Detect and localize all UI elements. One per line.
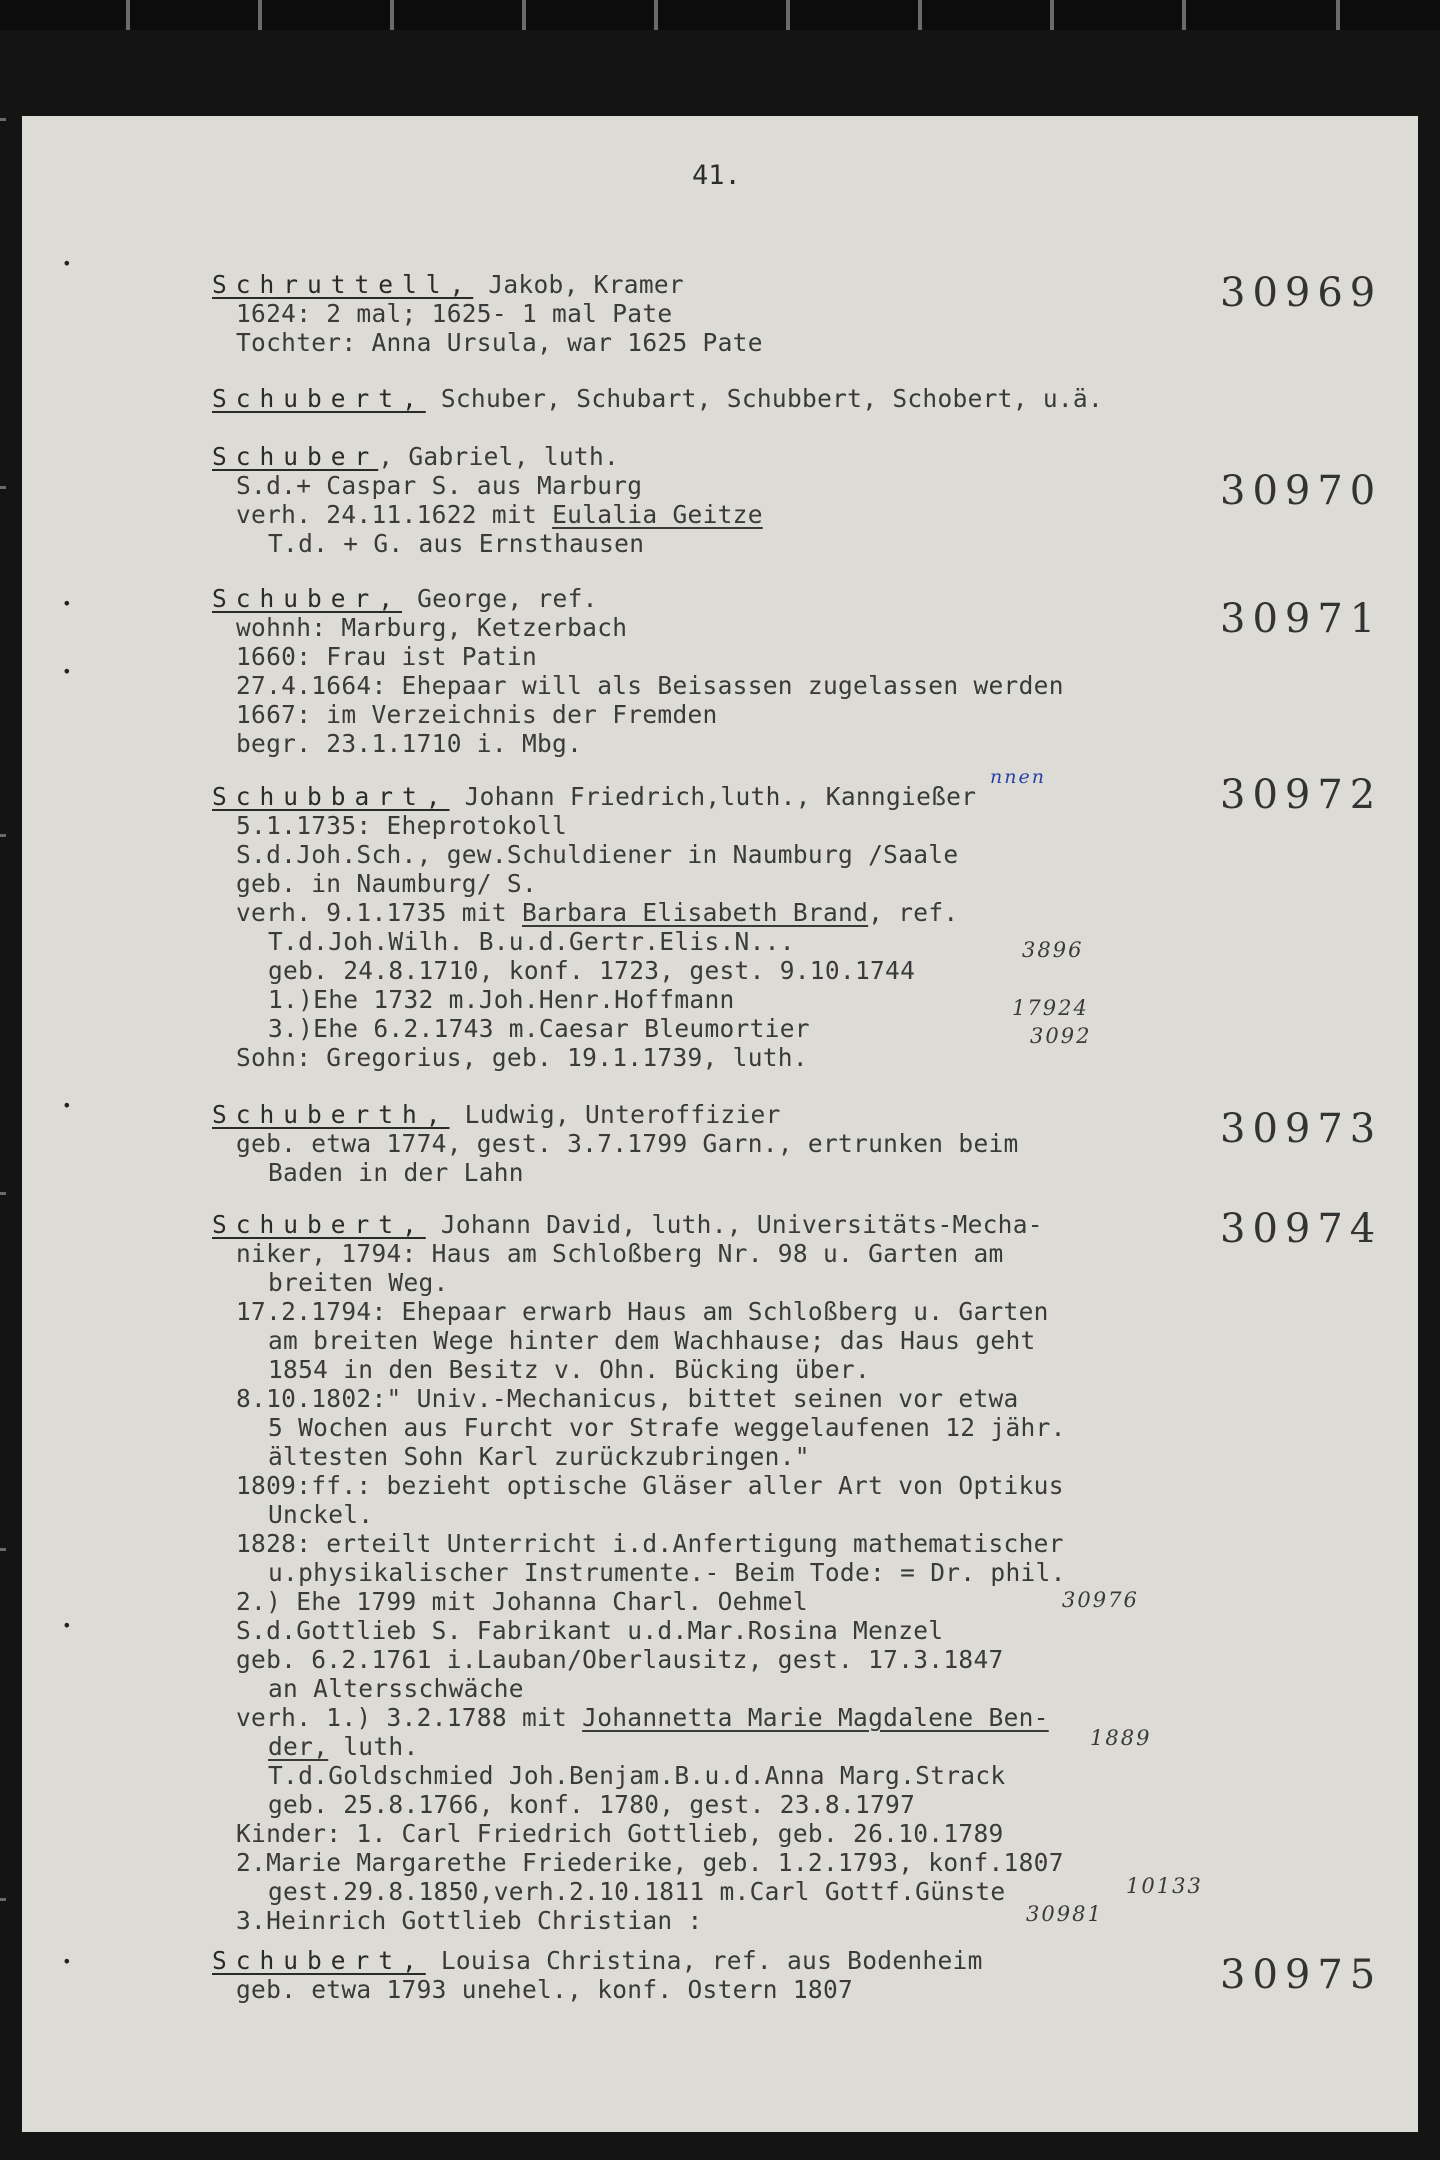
entry-line: geb. 25.8.1766, konf. 1780, gest. 23.8.1797	[268, 1790, 916, 1819]
entry-30974	[212, 1210, 1252, 1935]
entry-line: 3.Heinrich Gottlieb Christian :	[236, 1906, 703, 1935]
margin-dot: •	[62, 662, 72, 681]
page-number: 41.	[692, 160, 741, 191]
entry-surname: Schuberth,	[212, 1100, 450, 1129]
handwritten-reference: 30981	[1026, 1902, 1103, 1926]
entry-line: u.physikalischer Instrumente.- Beim Tode: = Dr. phil.	[268, 1558, 1066, 1587]
entry-line: an Altersschwäche	[268, 1674, 524, 1703]
film-edge-mark	[0, 118, 6, 121]
handwritten-reference: 3092	[1030, 1024, 1092, 1048]
entry-line: Baden in der Lahn	[268, 1158, 524, 1187]
entry-line: 2.Marie Margarethe Friederike, geb. 1.2.1793, konf.1807	[236, 1848, 1064, 1877]
entry-30971	[212, 584, 1252, 758]
entry-number: 30970	[1220, 468, 1383, 514]
entry-line: geb. 6.2.1761 i.Lauban/Oberlausitz, gest. 17.3.1847	[236, 1645, 1004, 1674]
entry-line: Sohn: Gregorius, geb. 19.1.1739, luth.	[236, 1043, 808, 1072]
entry-number: 30972	[1220, 772, 1383, 818]
film-edge-mark	[0, 1898, 6, 1901]
entry-line: Kinder: 1. Carl Friedrich Gottlieb, geb. 26.10.1789	[236, 1819, 1004, 1848]
entry-number: 30974	[1220, 1206, 1383, 1252]
entry-30972	[212, 782, 1252, 1072]
entry-surname: Schubert,	[212, 384, 426, 413]
entry-given-names: Louisa Christina, ref. aus Bodenheim	[425, 1946, 983, 1975]
index-card-page	[22, 116, 1418, 2132]
entry-line: T.d. + G. aus Ernsthausen	[268, 529, 645, 558]
film-edge-mark	[0, 486, 6, 489]
entry-line: 1667: im Verzeichnis der Fremden	[236, 700, 718, 729]
margin-dot: •	[62, 1616, 72, 1635]
film-edge-mark	[0, 1192, 6, 1195]
entry-line: 27.4.1664: Ehepaar will als Beisassen zugelassen werden	[236, 671, 1064, 700]
handwritten-reference: 17924	[1012, 996, 1089, 1020]
entry-line: ältesten Sohn Karl zurückzubringen."	[268, 1442, 810, 1471]
entry-line: niker, 1794: Haus am Schloßberg Nr. 98 u. Garten am	[236, 1239, 1004, 1268]
entry-line: 17.2.1794: Ehepaar erwarb Haus am Schloßberg u. Garten	[236, 1297, 1049, 1326]
entry-line: geb. in Naumburg/ S.	[236, 869, 538, 898]
entry-line: Unckel.	[268, 1500, 374, 1529]
entry-number: 30973	[1220, 1106, 1383, 1152]
entry-surname: Schuber,	[212, 584, 403, 613]
entry-line: 8.10.1802:" Univ.-Mechanicus, bittet seinen vor etwa	[236, 1384, 1019, 1413]
entry-surname: Schruttell,	[212, 270, 474, 299]
handwritten-reference: 3896	[1022, 938, 1084, 962]
handwritten-reference: 1889	[1090, 1726, 1152, 1750]
entry-line: 1660: Frau ist Patin	[236, 642, 538, 671]
handwritten-correction: nnen	[990, 766, 1046, 788]
entry-30973	[212, 1100, 1252, 1187]
entry-given-names: Jakob, Kramer	[473, 270, 684, 299]
entry-line: wohnh: Marburg, Ketzerbach	[236, 613, 628, 642]
entry-line: T.d.Goldschmied Joh.Benjam.B.u.d.Anna Marg.Strack	[268, 1761, 1006, 1790]
entry-30970	[212, 442, 1252, 558]
handwritten-reference: 10133	[1126, 1874, 1203, 1898]
entry-line: 1.)Ehe 1732 m.Joh.Henr.Hoffmann	[268, 985, 735, 1014]
entry-line: begr. 23.1.1710 i. Mbg.	[236, 729, 583, 758]
entry-line: geb. etwa 1793 unehel., konf. Ostern 1807	[236, 1975, 854, 2004]
entry-line: breiten Weg.	[268, 1268, 449, 1297]
entry-line: verh. 1.) 3.2.1788 mit	[236, 1703, 583, 1732]
entry-surname: Schuber	[212, 442, 379, 471]
entry-line: 1624: 2 mal; 1625- 1 mal Pate	[236, 299, 673, 328]
entry-line: S.d.+ Caspar S. aus Marburg	[236, 471, 643, 500]
entry-given-names: Ludwig, Unteroffizier	[449, 1100, 781, 1129]
entry-line: 3.)Ehe 6.2.1743 m.Caesar Bleumortier	[268, 1014, 810, 1043]
entry-given-names: George, ref.	[402, 584, 598, 613]
entry-line: verh. 9.1.1735 mit	[236, 898, 522, 927]
entry-line: am breiten Wege hinter dem Wachhause; das Haus geht	[268, 1326, 1036, 1355]
margin-dot: •	[62, 1096, 72, 1115]
entry-variants: Schuber, Schubart, Schubbert, Schobert, u.ä.	[425, 384, 1104, 413]
film-edge-mark	[0, 834, 6, 837]
entry-line: Tochter: Anna Ursula, war 1625 Pate	[236, 328, 763, 357]
spouse-name: Barbara Elisabeth Brand	[521, 898, 869, 927]
entry-line: 2.) Ehe 1799 mit Johanna Charl. Oehmel	[236, 1587, 808, 1616]
film-edge-mark	[0, 1548, 6, 1551]
entry-line: geb. 24.8.1710, konf. 1723, gest. 9.10.1744	[268, 956, 916, 985]
entry-surname: Schubert,	[212, 1946, 426, 1975]
entry-line: luth.	[328, 1732, 419, 1761]
entry-schubert-variants	[212, 384, 1252, 413]
entry-number: 30969	[1220, 270, 1383, 316]
spouse-name: Johannetta Marie Magdalene Ben-	[582, 1703, 1049, 1732]
entry-number: 30975	[1220, 1952, 1383, 1998]
spouse-name-continued: der,	[268, 1732, 329, 1761]
entry-30969	[212, 270, 1252, 357]
entry-line: verh. 24.11.1622 mit	[236, 500, 553, 529]
entry-given-names: Johann David, luth., Universitäts-Mecha-	[425, 1210, 1043, 1239]
entry-30975	[212, 1946, 1252, 2004]
handwritten-reference: 30976	[1062, 1588, 1139, 1612]
entry-line: S.d.Gottlieb S. Fabrikant u.d.Mar.Rosina Menzel	[236, 1616, 944, 1645]
entry-line: gest.29.8.1850,verh.2.10.1811 m.Carl Gottf.Günste	[268, 1877, 1006, 1906]
margin-dot: •	[62, 254, 72, 273]
entry-given-names: , Gabriel, luth.	[378, 442, 620, 471]
entry-line: S.d.Joh.Sch., gew.Schuldiener in Naumburg /Saale	[236, 840, 959, 869]
entry-line: 1828: erteilt Unterricht i.d.Anfertigung mathematischer	[236, 1529, 1064, 1558]
entry-line: 5.1.1735: Eheprotokoll	[236, 811, 568, 840]
entry-number: 30971	[1220, 596, 1383, 642]
margin-dot: •	[62, 1952, 72, 1971]
entry-line: , ref.	[868, 898, 959, 927]
entry-line: geb. etwa 1774, gest. 3.7.1799 Garn., ertrunken beim	[236, 1129, 1019, 1158]
entry-line: 1809:ff.: bezieht optische Gläser aller Art von Optikus	[236, 1471, 1064, 1500]
film-strip-top	[0, 0, 1440, 30]
entry-surname: Schubbart,	[212, 782, 450, 811]
entry-surname: Schubert,	[212, 1210, 426, 1239]
entry-line: T.d.Joh.Wilh. B.u.d.Gertr.Elis.N...	[268, 927, 795, 956]
entry-line: 1854 in den Besitz v. Ohn. Bücking über.	[268, 1355, 871, 1384]
spouse-name: Eulalia Geitze	[552, 500, 763, 529]
margin-dot: •	[62, 594, 72, 613]
entry-given-names: Johann Friedrich,luth., Kanngießer	[449, 782, 977, 811]
entry-line: 5 Wochen aus Furcht vor Strafe weggelaufenen 12 jähr.	[268, 1413, 1066, 1442]
